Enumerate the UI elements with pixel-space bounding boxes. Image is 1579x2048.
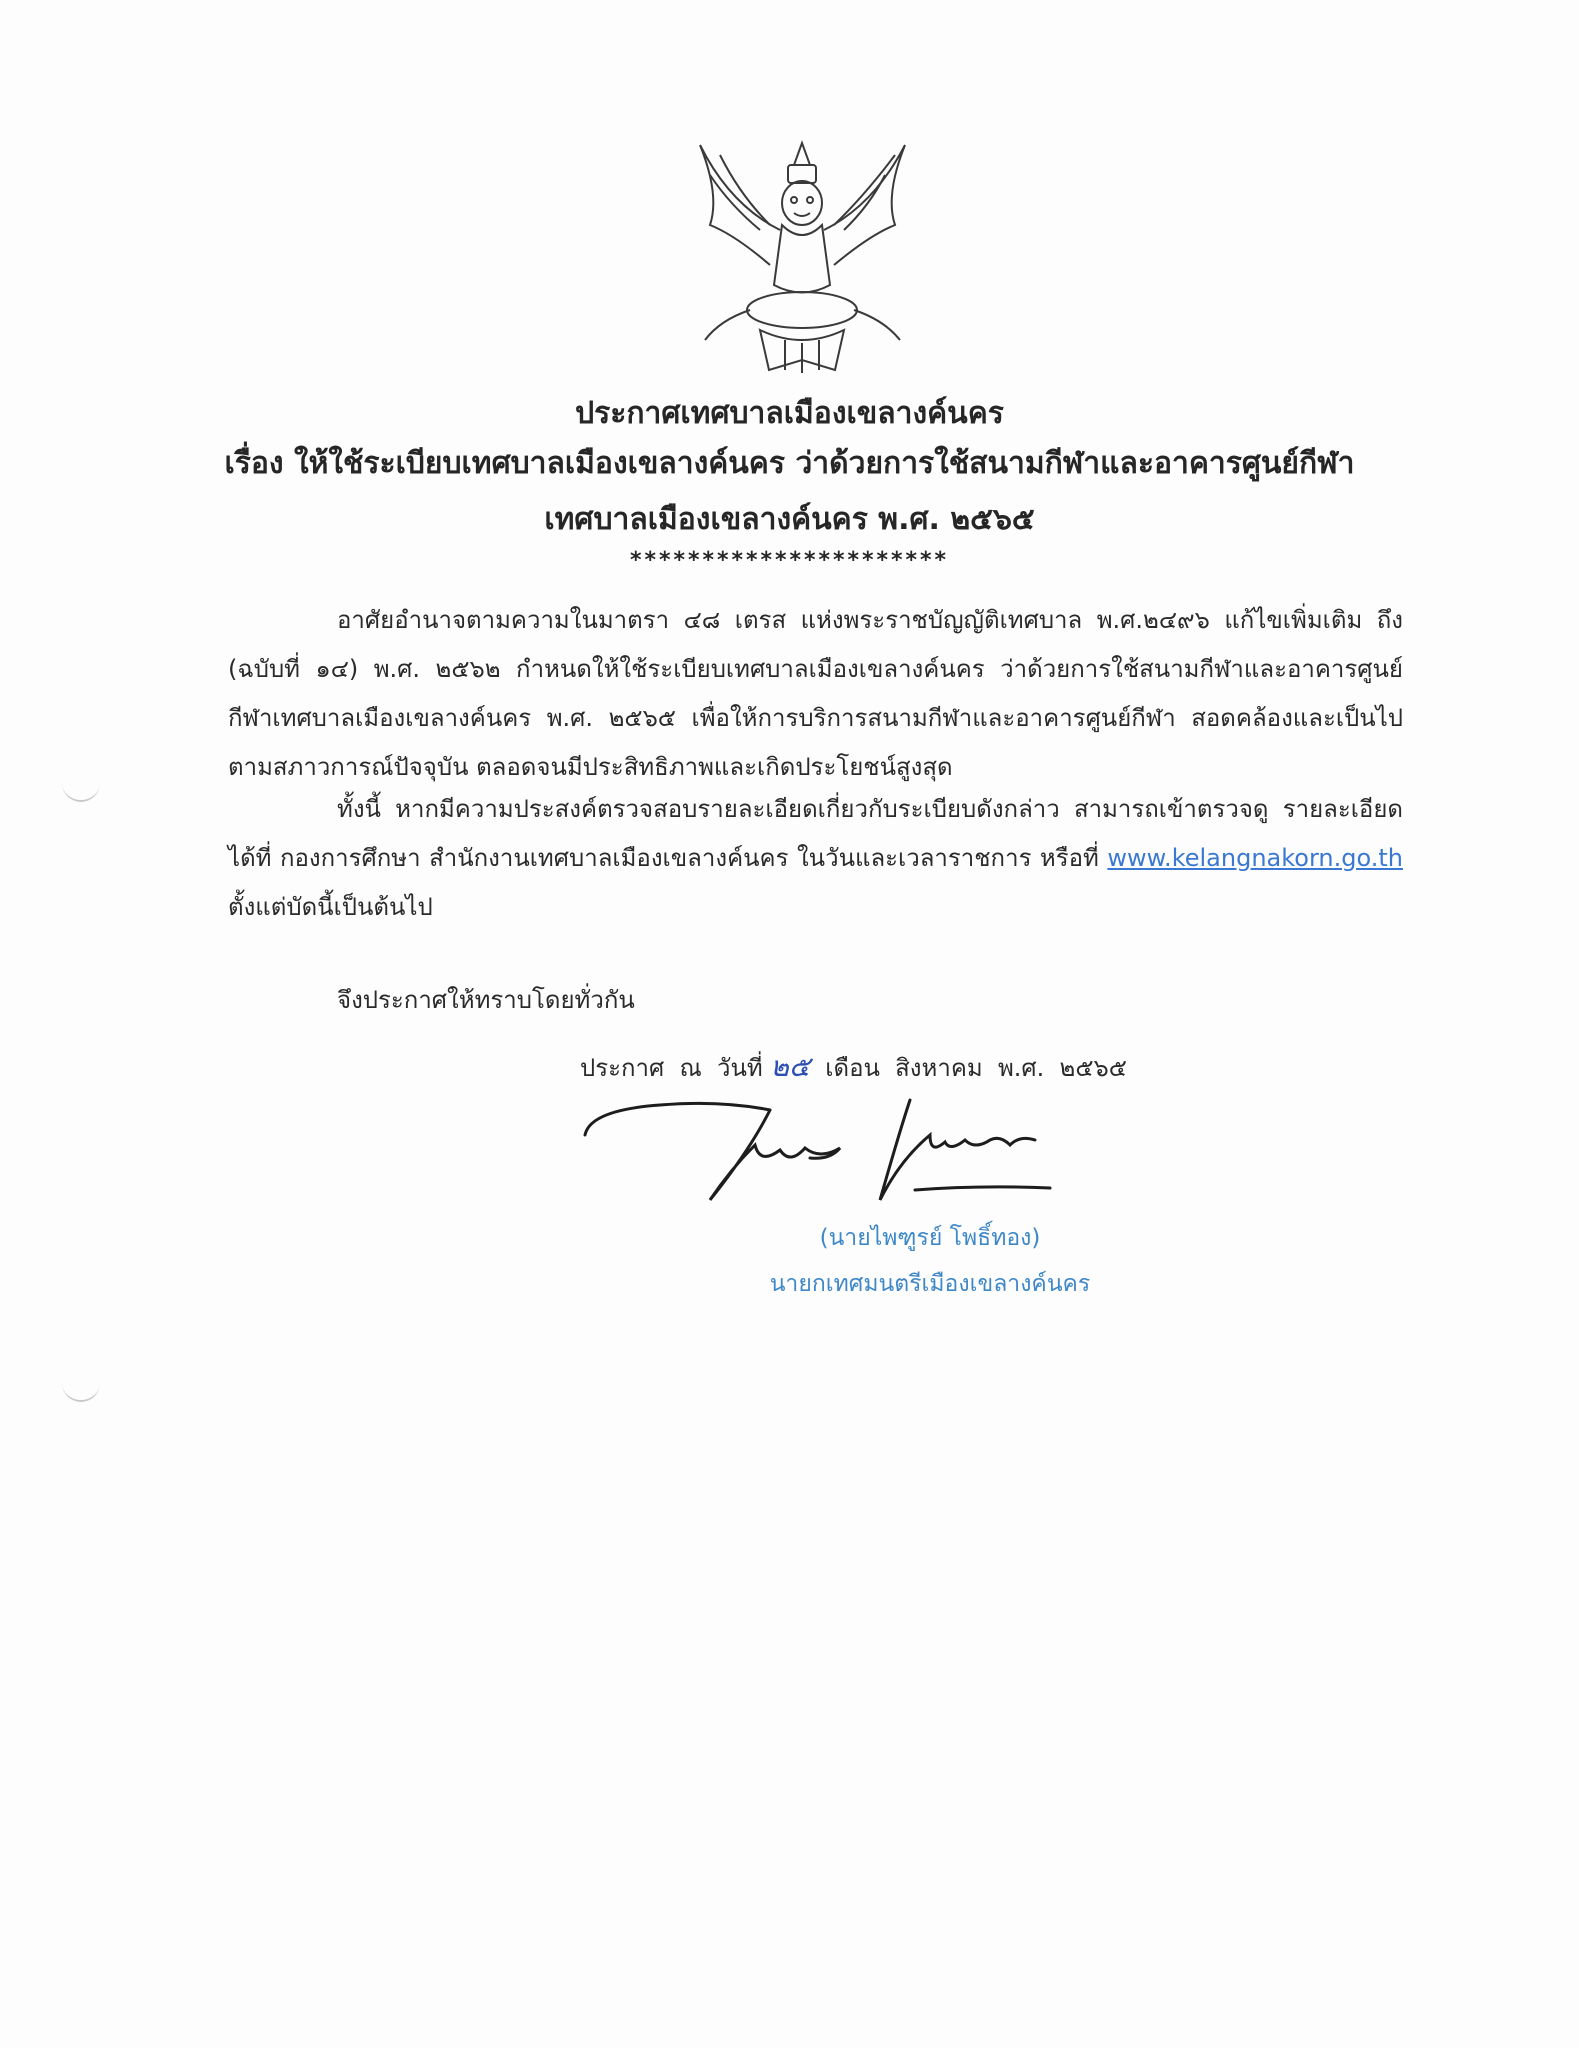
body-paragraph-1: อาศัยอำนาจตามความในมาตรา ๔๘ เตรส แห่งพระราชบัญญัติเทศบาล พ.ศ.๒๔๙๖ แก้ไขเพิ่มเติม ถึง (ฉบับที่ ๑๔) พ.ศ. ๒๕๖๒ กำหนดให้ใช้ระเบียบเทศบาลเมืองเขลางค์นคร ว่าด้วยการใช้สนามกีฬาและอาคารศูนย์กีฬาเทศบาลเมืองเขลางค์นคร พ.ศ. ๒๕๖๕ เพื่อให้การบริการสนามกีฬาและอาคารศูนย์กีฬา สอดคล้องและเป็นไปตามสภาวการณ์ปัจจุบัน ตลอดจนมีประสิทธิภาพและเกิดประโยชน์สูงสุด [228,606,1403,781]
announcement-subject: เรื่อง ให้ใช้ระเบียบเทศบาลเมืองเขลางค์นคร ว่าด้วยการใช้สนามกีฬาและอาคารศูนย์กีฬา [224,446,1355,481]
punch-hole-mark [62,1380,100,1402]
handwritten-signature [580,1090,1080,1220]
signer-title: นายกเทศมนตรีเมืองเขลางค์นคร [769,1271,1091,1297]
date-suffix: เดือน สิงหาคม พ.ศ. ๒๕๖๕ [810,1054,1127,1082]
body-paragraph-3: จึงประกาศให้ทราบโดยทั่วกัน [337,986,635,1014]
body-paragraph-2 [228,785,1403,932]
paragraph-2-text-end: ตั้งแต่บัดนี้เป็นต้นไป [228,893,433,921]
signer-name: (นายไพฑูรย์ โพธิ์ทอง) [819,1225,1041,1251]
announcement-title: ประกาศเทศบาลเมืองเขลางค์นคร [575,396,1004,431]
announcement-subject-cont: เทศบาลเมืองเขลางค์นคร พ.ศ. ๒๕๖๕ [544,502,1035,537]
separator-stars: ********************** [629,548,950,573]
date-prefix: ประกาศ ณ วันที่ [580,1054,771,1082]
announcement-date [580,1045,1127,1089]
paragraph-2-text: ทั้งนี้ หากมีความประสงค์ตรวจสอบรายละเอียดเกี่ยวกับระเบียบดังกล่าว สามารถเข้าตรวจดู รายละเอียดได้ที่ กองการศึกษา สำนักงานเทศบาลเมืองเขลางค์นคร ในวันและเวลาราชการ หรือที่ [228,795,1403,872]
punch-hole-mark [62,780,100,802]
date-day-handwritten: ๒๕ [770,1050,811,1083]
garuda-emblem-icon [690,135,915,375]
website-link[interactable]: www.kelangnakorn.go.th [1107,844,1403,872]
